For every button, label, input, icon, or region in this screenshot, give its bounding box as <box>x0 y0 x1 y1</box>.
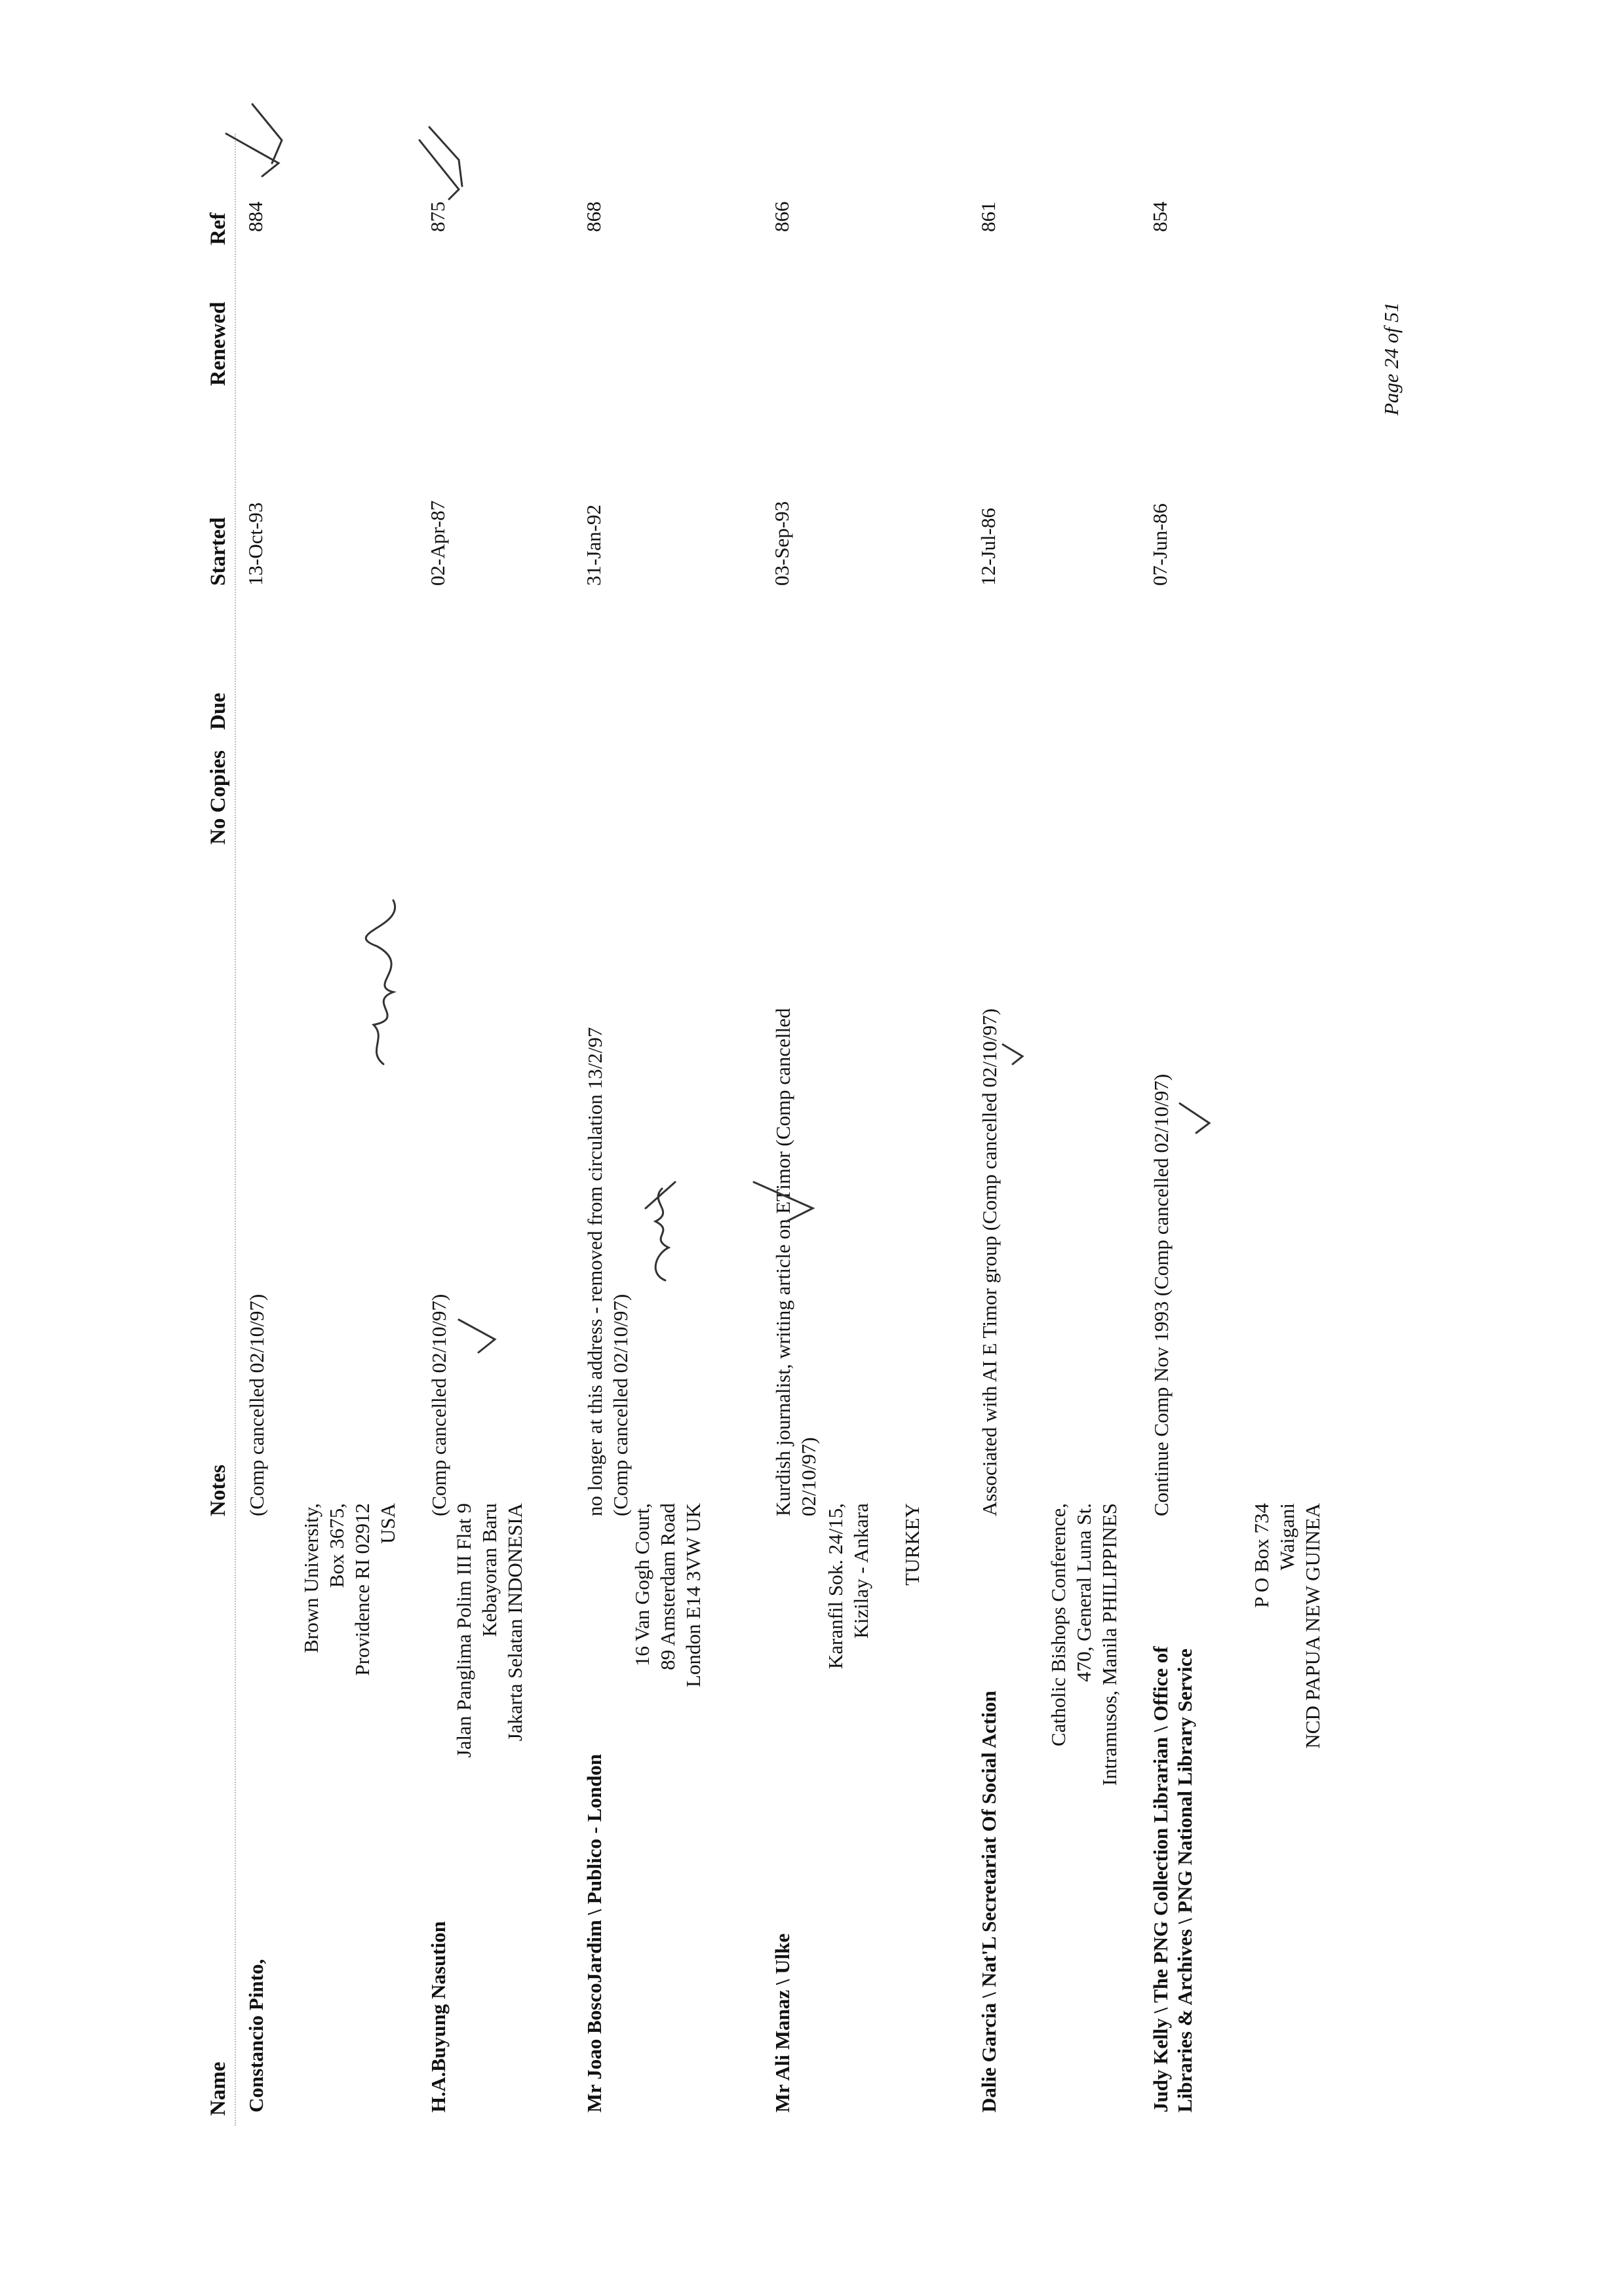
record-ref: 884 <box>244 201 267 232</box>
tick-mark-icon <box>419 140 459 199</box>
record-notes: (Comp cancelled 02/10/97) <box>245 1293 268 1516</box>
record-address: 16 Van Gogh Court, 89 Amsterdam Road London E14 3VW UK <box>631 1503 705 1687</box>
record-ref: 875 <box>426 201 449 232</box>
record-name: Dalie Garcia \ Nat'L Secretariat Of Social Action <box>977 1691 1000 2113</box>
record-started: 13-Oct-93 <box>244 502 267 586</box>
record-ref: 861 <box>977 201 1000 232</box>
record-started: 07-Jun-86 <box>1148 503 1171 586</box>
tick-mark-icon <box>1180 1103 1209 1133</box>
record-name: Mr Joao BoscoJardim \ Publico - London <box>583 1753 606 2113</box>
record-started: 12-Jul-86 <box>977 508 1000 586</box>
record-address: Brown University, Box 3675, Providence RI 02912 USA <box>300 1503 399 1676</box>
header-due: Due <box>206 693 230 730</box>
record-notes: Continue Comp Nov 1993 (Comp cancelled 02/10/97) <box>1150 1073 1173 1516</box>
header-no-copies: No Copies <box>206 750 230 845</box>
record-name: Mr Ali Manaz \ Ulke <box>771 1933 794 2113</box>
record-name: Constancio Pinto, <box>244 1959 267 2113</box>
header-notes: Notes <box>206 1464 230 1516</box>
record-notes: Kurdish journalist, writing article on ETimor (Comp cancelled 02/10/97) <box>771 1008 820 1516</box>
header-renewed: Renewed <box>206 301 230 386</box>
tick-mark-icon <box>252 104 282 163</box>
page-number: Page 24 of 51 <box>1380 301 1403 415</box>
record-ref: 854 <box>1148 201 1171 232</box>
header-ref: Ref <box>206 212 230 245</box>
record-ref: 868 <box>582 201 605 232</box>
header-started: Started <box>206 517 230 586</box>
record-started: 31-Jan-92 <box>582 505 605 586</box>
record-started: 02-Apr-87 <box>426 500 449 586</box>
signature-scribble <box>366 900 395 1064</box>
tick-mark-icon <box>459 1320 495 1352</box>
tick-mark-icon <box>1003 1044 1022 1064</box>
record-address: Jalan Panglima Polim III Flat 9 Kebayoran Baru Jakarta Selatan INDONESIA <box>452 1503 526 1758</box>
record-address: P O Box 734 Waigani NCD PAPUA NEW GUINEA <box>1250 1503 1324 1749</box>
tick-mark-icon <box>429 127 462 186</box>
record-ref: 866 <box>770 201 793 232</box>
record-name: Judy Kelly \ The PNG Collection Librarian \ Office of Libraries & Archives \ PNG National Library Service <box>1149 1646 1196 2113</box>
record-name: H.A.Buyung Nasution <box>427 1921 450 2113</box>
tick-mark-icon <box>226 134 279 176</box>
header-name: Name <box>206 2061 230 2116</box>
record-notes: Associated with AI E Timor group (Comp cancelled 02/10/97) <box>978 1008 1001 1516</box>
tick-mark-icon <box>754 1182 813 1221</box>
record-notes: no longer at this address - removed from circulation 13/2/97 (Comp cancelled 02/10/97) <box>583 1027 632 1516</box>
record-address: Karanfil Sok. 24/15, Kizilay - Ankara TURKEY <box>824 1503 924 1670</box>
record-started: 03-Sep-93 <box>770 501 793 586</box>
record-notes: (Comp cancelled 02/10/97) <box>427 1293 450 1516</box>
record-address: Catholic Bishops Conference, 470, General Luna St. Intramusos, Manila PHILIPPINES <box>1047 1503 1121 1786</box>
cancel-scribble <box>655 1189 669 1280</box>
